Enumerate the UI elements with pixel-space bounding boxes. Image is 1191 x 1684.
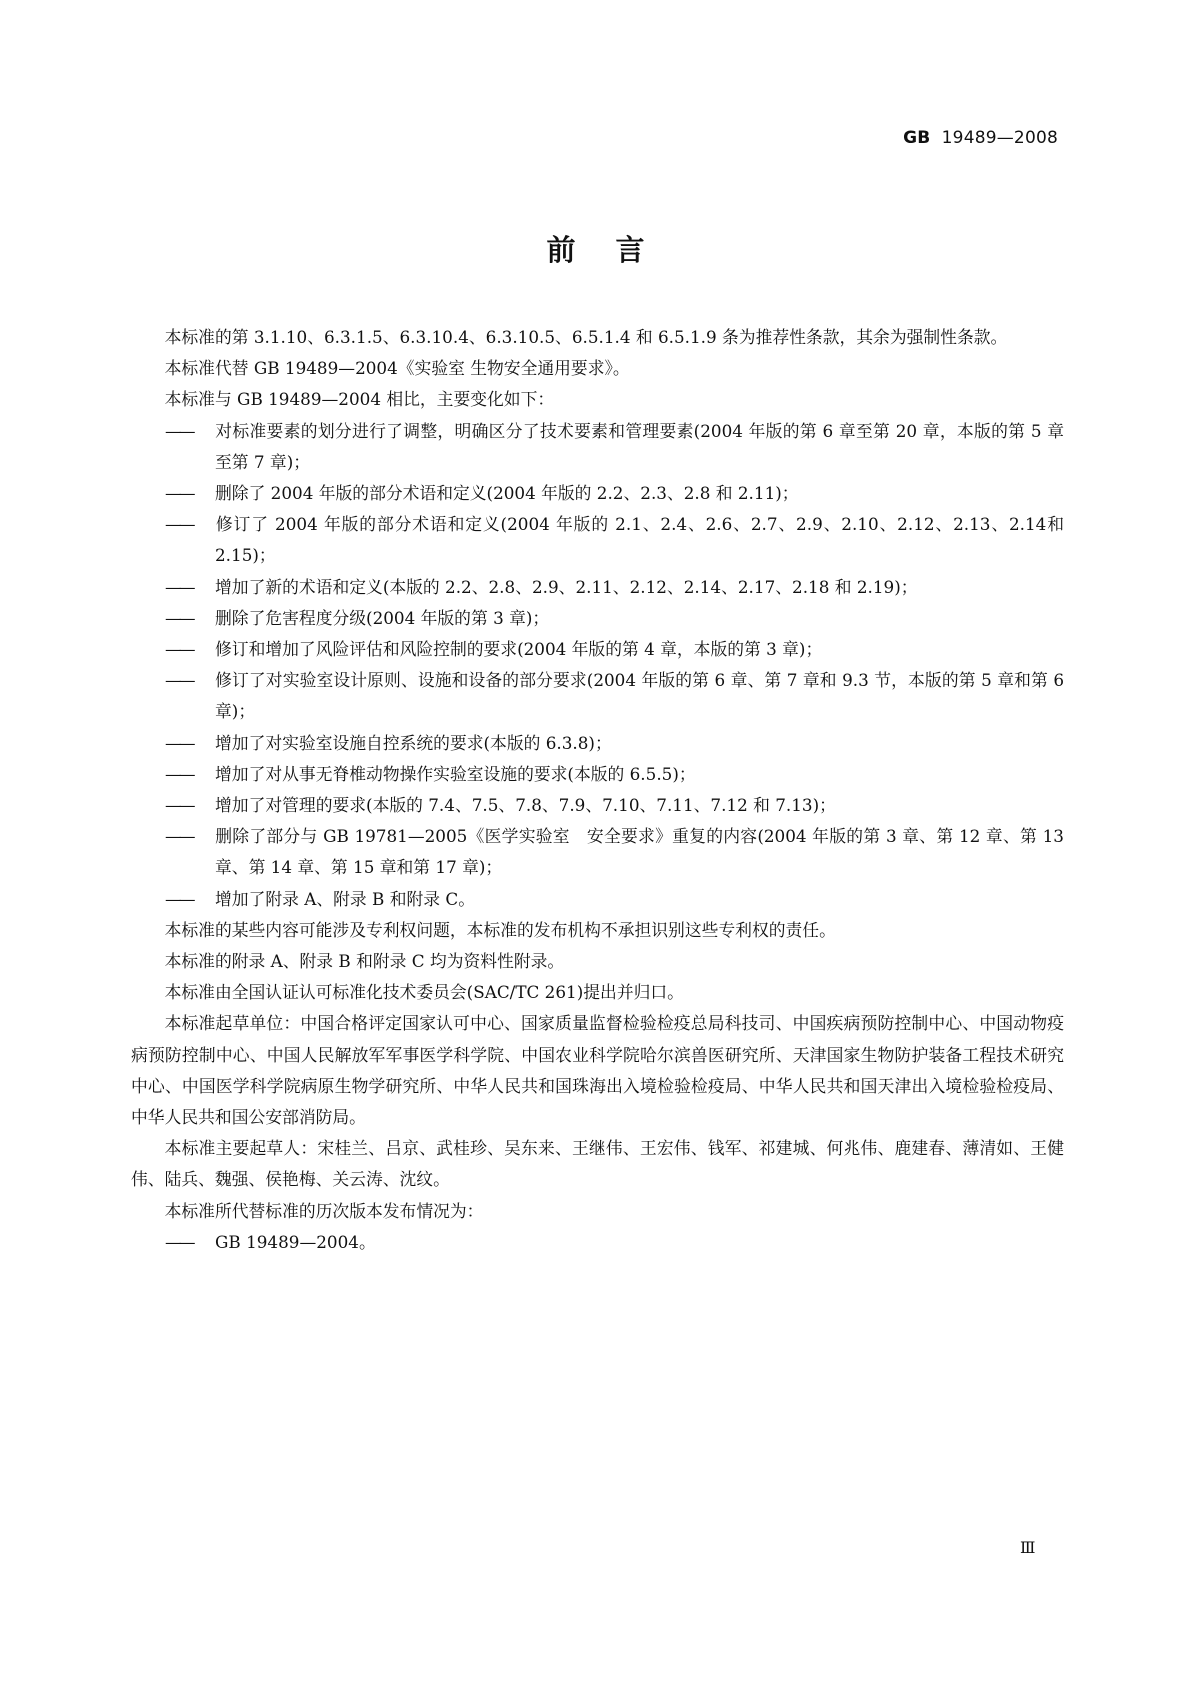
dash-mark: ——: [165, 607, 193, 628]
dash-mark: ——: [165, 795, 193, 816]
change-item: —— 删除了危害程度分级(2004 年版的第 3 章)；: [131, 603, 1064, 634]
paragraph-drafting-units: 本标准起草单位：中国合格评定国家认可中心、国家质量监督检验检疫总局科技司、中国疾病预防控制中心、中国动物疫病预防控制中心、中国人民解放军军事医学科学院、中国农业科学院哈尔滨兽医研究所、天津国家生物防护装备工程技术研究中心、中国医学科学院病原生物学研究所、中华人民共和国珠海出入境检验检疫局、中华人民共和国天津出入境检验检疫局、中华人民共和国公安部消防局。: [131, 1013, 1064, 1128]
dash-mark: ——: [165, 732, 193, 753]
foreword-body: [131, 322, 1064, 1258]
standard-code-number: 19489—2008: [941, 128, 1058, 148]
change-item: —— 增加了新的术语和定义(本版的 2.2、2.8、2.9、2.11、2.12、2.14、2.17、2.18 和 2.19)；: [131, 572, 1064, 603]
dash-mark: ——: [165, 888, 193, 909]
change-item: —— 修订和增加了风险评估和风险控制的要求(2004 年版的第 4 章，本版的第 3 章)；: [131, 634, 1064, 665]
change-item: —— 修订了对实验室设计原则、设施和设备的部分要求(2004 年版的第 6 章、第 7 章和 9.3 节，本版的第 5 章和第 6 章)；: [131, 665, 1064, 727]
dash-mark: ——: [165, 1231, 193, 1252]
page-number: Ⅲ: [1020, 1538, 1036, 1557]
change-item: —— 增加了对实验室设施自控系统的要求(本版的 6.3.8)；: [131, 728, 1064, 759]
paragraph-history-intro: 本标准所代替标准的历次版本发布情况为：: [164, 1200, 484, 1221]
dash-mark: ——: [165, 670, 193, 691]
change-item: —— 删除了 2004 年版的部分术语和定义(2004 年版的 2.2、2.3、2.8 和 2.11)；: [131, 478, 1064, 509]
change-item: —— 增加了对管理的要求(本版的 7.4、7.5、7.8、7.9、7.10、7.11、7.12 和 7.13)；: [131, 790, 1064, 821]
dash-mark: ——: [165, 826, 193, 847]
history-item: —— GB 19489—2004。: [131, 1227, 1064, 1258]
dash-mark: ——: [165, 514, 193, 535]
standard-code: [900, 128, 1058, 148]
dash-mark: ——: [165, 483, 193, 504]
change-item: —— 对标准要素的划分进行了调整，明确区分了技术要素和管理要素(2004 年版的第 6 章至第 20 章，本版的第 5 章至第 7 章)；: [131, 416, 1064, 478]
paragraph-replaces: 本标准代替 GB 19489—2004《实验室 生物安全通用要求》。: [164, 358, 630, 379]
change-item: —— 增加了附录 A、附录 B 和附录 C。: [131, 884, 1064, 915]
standard-code-prefix: GB: [903, 128, 931, 148]
paragraph-patents: 本标准的某些内容可能涉及专利权问题，本标准的发布机构不承担识别这些专利权的责任。: [164, 919, 836, 940]
dash-mark: ——: [165, 763, 193, 784]
change-item: —— 增加了对从事无脊椎动物操作实验室设施的要求(本版的 6.5.5)；: [131, 759, 1064, 790]
page-title: 前言: [546, 233, 685, 267]
dash-mark: ——: [165, 639, 193, 660]
paragraph-recommended-clauses: 本标准的第 3.1.10、6.3.1.5、6.3.10.4、6.3.10.5、6.5.1.4 和 6.5.1.9 条为推荐性条款，其余为强制性条款。: [164, 327, 1008, 347]
paragraph-changes-intro: 本标准与 GB 19489—2004 相比，主要变化如下：: [164, 389, 555, 410]
paragraph-proposed-by: 本标准由全国认证认可标准化技术委员会(SAC/TC 261)提出并归口。: [164, 982, 684, 1003]
dash-mark: ——: [165, 576, 193, 597]
change-item: —— 修订了 2004 年版的部分术语和定义(2004 年版的 2.1、2.4、2.6、2.7、2.9、2.10、2.12、2.13、2.14和 2.15)；: [131, 509, 1064, 571]
paragraph-drafters: 本标准主要起草人：宋桂兰、吕京、武桂珍、吴东来、王继伟、王宏伟、钱军、祁建城、何兆伟、鹿建春、薄清如、王健伟、陆兵、魏强、侯艳梅、关云涛、沈纹。: [131, 1138, 1064, 1190]
paragraph-annexes: 本标准的附录 A、附录 B 和附录 C 均为资料性附录。: [164, 951, 565, 972]
change-item: —— 删除了部分与 GB 19781—2005《医学实验室 安全要求》重复的内容(2004 年版的第 3 章、第 12 章、第 13 章、第 14 章、第 15 章和第 17 章)；: [131, 821, 1064, 883]
dash-mark: ——: [165, 420, 193, 441]
